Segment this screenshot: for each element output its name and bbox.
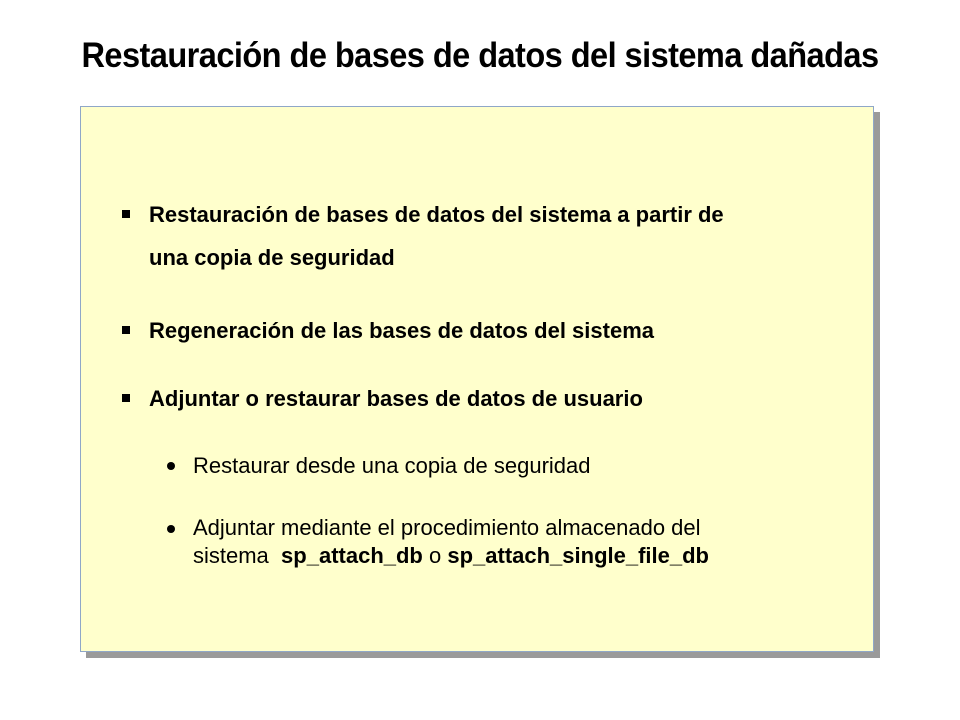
proc-sp-attach-db: sp_attach_db [281, 543, 423, 568]
subbullet-line: Restaurar desde una copia de seguridad [193, 453, 591, 478]
bullet-rebuild-system-db [149, 313, 654, 349]
proc-sp-attach-single-file-db: sp_attach_single_file_db [447, 543, 709, 568]
subbullet-attach-procedure [193, 515, 709, 569]
content-panel [80, 106, 874, 652]
bullet-line: una copia de seguridad [149, 245, 395, 270]
bullet-restore-from-backup [149, 197, 724, 276]
subbullet-connector: o [422, 543, 448, 568]
bullet-line: Restauración de bases de datos del sistema a partir de [149, 202, 724, 227]
slide-title: Restauración de bases de datos del sistema dañadas [81, 36, 879, 75]
bullet-attach-or-restore [149, 381, 643, 417]
subbullet-restore-from-backup [193, 453, 591, 479]
subbullet-line-2 [193, 543, 709, 569]
round-bullet-icon [167, 525, 175, 533]
subbullet-line: Adjuntar mediante el procedimiento almacenado del [193, 515, 701, 540]
bullet-line: Adjuntar o restaurar bases de datos de usuario [149, 386, 643, 411]
square-bullet-icon [122, 210, 130, 218]
round-bullet-icon [167, 462, 175, 470]
square-bullet-icon [122, 326, 130, 334]
subbullet-prefix: sistema [193, 543, 275, 568]
bullet-line: Regeneración de las bases de datos del sistema [149, 318, 654, 343]
square-bullet-icon [122, 394, 130, 402]
